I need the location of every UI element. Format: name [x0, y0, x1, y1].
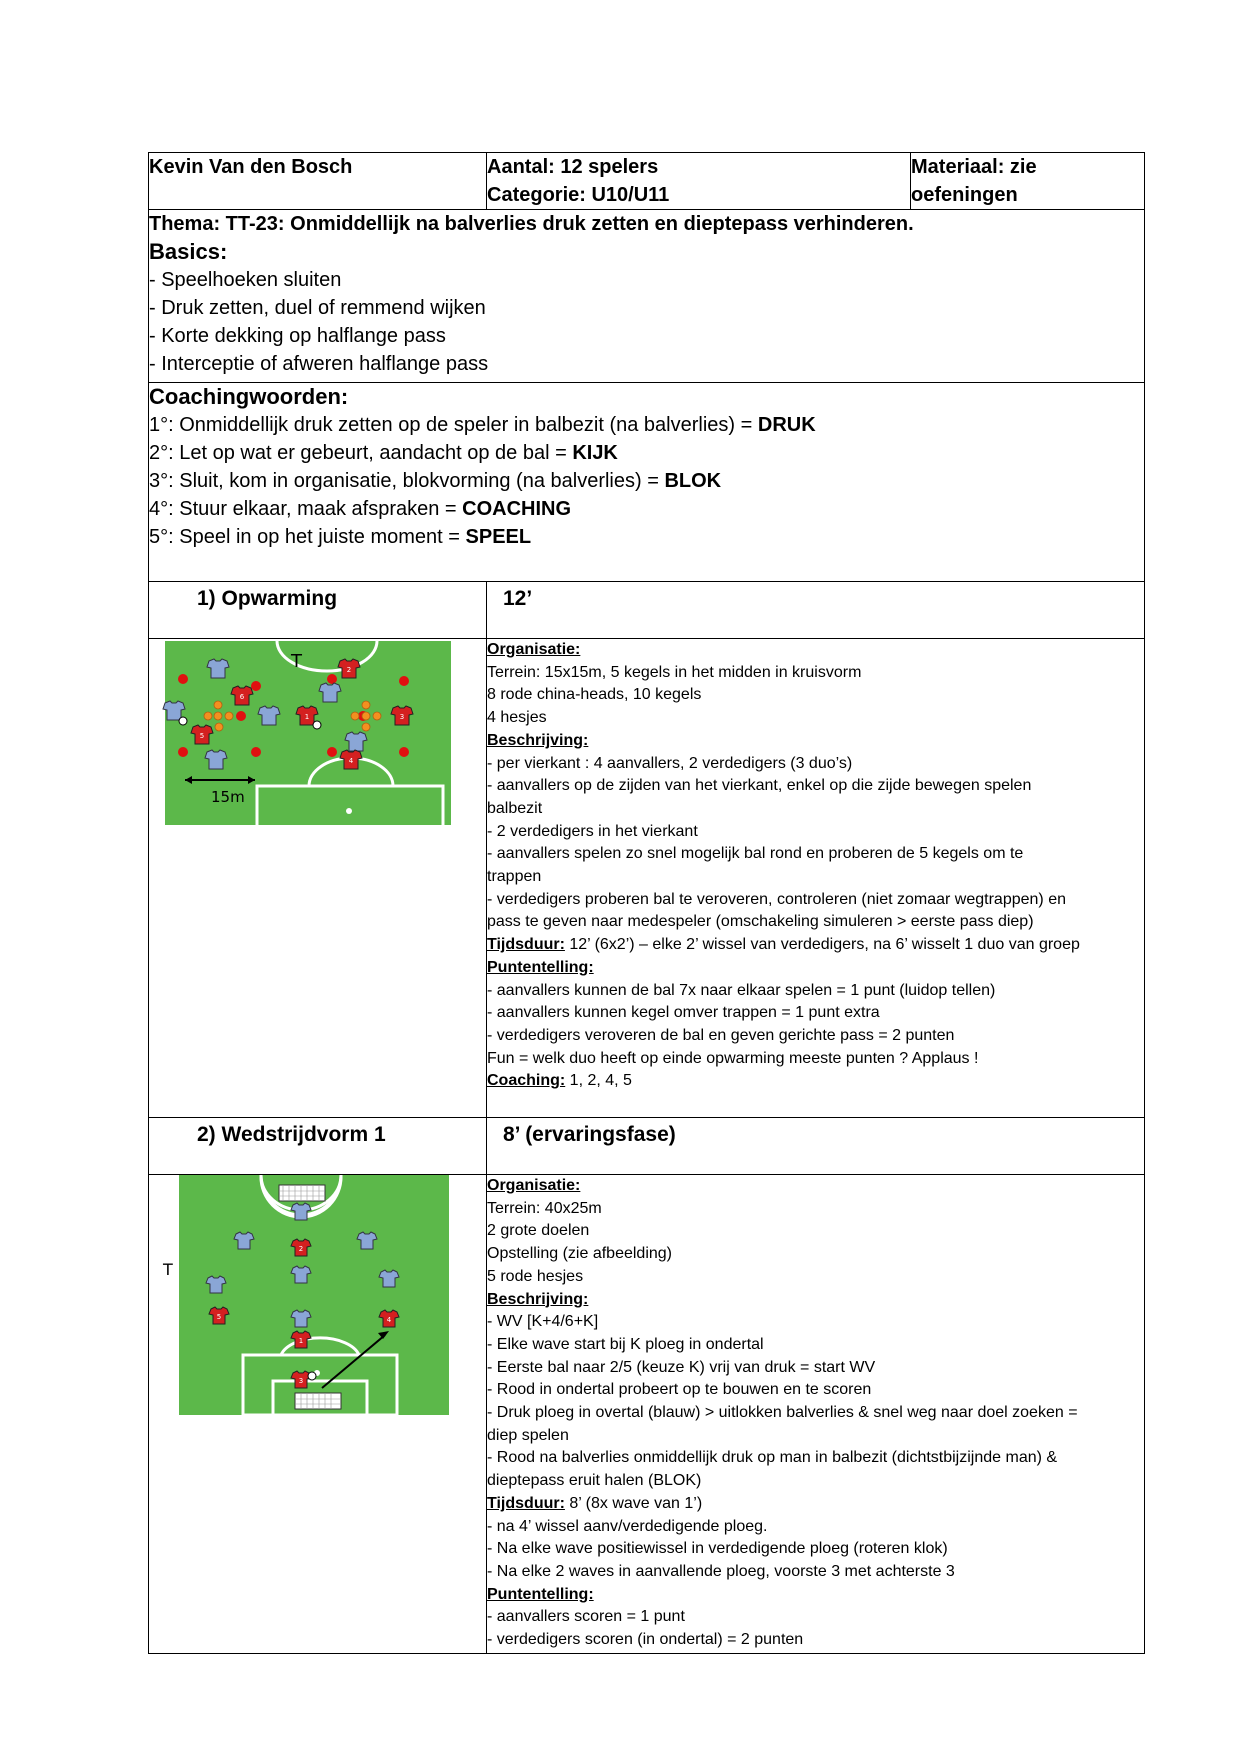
- exercise2-diagram: [149, 1175, 487, 1653]
- ex2-desc-item: dieptepass eruit halen (BLOK): [487, 1472, 702, 1490]
- ex2-punt-item: - aanvallers scoren = 1 punt: [487, 1608, 685, 1626]
- aantal: Aantal: 12 spelers: [487, 156, 659, 178]
- exercise1-t-label: T: [291, 651, 302, 672]
- ex1-punt-title: Puntentelling:: [487, 958, 594, 976]
- ex1-coach: Coaching: 1, 2, 4, 5: [487, 1072, 632, 1090]
- materiaal-cell: [911, 153, 1145, 210]
- ex2-player-number: 1: [298, 1337, 304, 1345]
- ex2-desc-item: - Rood na balverlies onmiddellijk druk op man in balbezit (dichtstbijzijnde man) &: [487, 1449, 1058, 1467]
- exercise1-header-row: [149, 582, 1145, 639]
- basics-item: - Korte dekking op halflange pass: [149, 325, 446, 347]
- coaching-list: [149, 411, 1144, 551]
- exercise2-t-label: T: [163, 1260, 173, 1279]
- ex2-duur-item: - na 4’ wissel aanv/verdedigende ploeg.: [487, 1517, 768, 1535]
- basics-title: Basics:: [149, 239, 228, 264]
- exercise1-time: 12’: [487, 582, 1145, 639]
- header-row: [149, 153, 1145, 210]
- ex1-desc-item: - per vierkant : 4 aanvallers, 2 verdedigers (3 duo’s): [487, 754, 853, 772]
- ex1-punt-item: - aanvallers kunnen de bal 7x naar elkaar spelen = 1 punt (luidop tellen): [487, 981, 996, 999]
- ex2-org-item: Terrein: 40x25m: [487, 1199, 602, 1217]
- exercise1-diagram-cell: [149, 639, 487, 1118]
- ex2-player-number: 4: [386, 1316, 392, 1324]
- ex1-duur: Tijdsduur: 12’ (6x2’) – elke 2’ wissel van verdedigers, na 6’ wisselt 1 duo van groep: [487, 936, 1080, 954]
- ex1-player-number: 4: [348, 757, 354, 765]
- ex2-desc-item: - Elke wave start bij K ploeg in ondertal: [487, 1335, 764, 1353]
- ex1-org-item: 8 rode china-heads, 10 kegels: [487, 686, 702, 704]
- ex2-org-item: Opstelling (zie afbeelding): [487, 1245, 672, 1263]
- exercise2-body-row: [149, 1175, 1145, 1654]
- ex2-punt-item: - verdedigers scoren (in ondertal) = 2 punten: [487, 1631, 804, 1649]
- ex2-player-number: 3: [298, 1377, 304, 1385]
- ex1-desc-item: - verdedigers proberen bal te veroveren, controleren (niet zomaar wegtrappen) en: [487, 890, 1066, 908]
- exercise1-description: [487, 639, 1145, 1118]
- ex1-desc-item: - 2 verdedigers in het vierkant: [487, 822, 698, 840]
- ex2-desc-item: diep spelen: [487, 1426, 569, 1444]
- exercise1-dist-label: 15m: [211, 788, 245, 806]
- exercise2-header-row: [149, 1118, 1145, 1175]
- author: Kevin Van den Bosch: [149, 156, 353, 178]
- ex1-desc-item: pass te geven naar medespeler (omschakeling simuleren > eerste pass diep): [487, 913, 1034, 931]
- ex1-player-number: 6: [239, 693, 245, 701]
- coaching-row: [149, 383, 1145, 582]
- coaching-item: 5°: Speel in op het juiste moment = SPEEL: [149, 526, 532, 548]
- ex2-desc-item: - Rood in ondertal probeert op te bouwen en te scoren: [487, 1381, 872, 1399]
- materiaal-line-1: Materiaal: zie: [911, 156, 1037, 178]
- ex1-desc-item: - aanvallers spelen zo snel mogelijk bal rond en proberen de 5 kegels om te: [487, 845, 1024, 863]
- thema-title: Thema: TT-23: Onmiddellijk na balverlies druk zetten en dieptepass verhinderen.: [149, 213, 914, 235]
- thema-row: [149, 210, 1145, 383]
- ex2-player-number: 5: [216, 1313, 222, 1321]
- coaching-title: Coachingwoorden:: [149, 384, 349, 409]
- ex1-player-number: 3: [399, 713, 405, 721]
- ex2-desc-item: - Eerste bal naar 2/5 (keuze K) vrij van druk = start WV: [487, 1358, 876, 1376]
- coaching-cell: [149, 383, 1145, 582]
- coaching-item: 1°: Onmiddellijk druk zetten op de speler in balbezit (na balverlies) = DRUK: [149, 414, 816, 436]
- exercise2-description: [487, 1175, 1145, 1654]
- ex2-org-title: Organisatie:: [487, 1177, 581, 1194]
- basics-item: - Druk zetten, duel of remmend wijken: [149, 297, 486, 319]
- ex1-desc-item: trappen: [487, 868, 542, 886]
- ex2-desc-item: - WV [K+4/6+K]: [487, 1313, 599, 1331]
- ex1-player-number: 1: [304, 713, 310, 721]
- ex2-desc-title: Beschrijving:: [487, 1290, 589, 1308]
- ex2-desc-item: - Druk ploeg in overtal (blauw) > uitlokken balverlies & snel weg naar doel zoeken =: [487, 1404, 1078, 1422]
- ex1-punt-item: - verdedigers veroveren de bal en geven gerichte pass = 2 punten: [487, 1026, 955, 1044]
- aantal-cell: [487, 153, 911, 210]
- thema-cell: [149, 210, 1145, 383]
- ex2-duur-item: - Na elke wave positiewissel in verdedigende ploeg (roteren klok): [487, 1540, 948, 1558]
- ex1-player-number: 2: [346, 666, 352, 674]
- coaching-item: 2°: Let op wat er gebeurt, aandacht op de bal = KIJK: [149, 442, 618, 464]
- exercise2-time: 8’ (ervaringsfase): [487, 1118, 1145, 1175]
- author-cell: [149, 153, 487, 210]
- basics-list: [149, 266, 1144, 378]
- coaching-item: 4°: Stuur elkaar, maak afspraken = COACHING: [149, 498, 572, 520]
- basics-item: - Interceptie of afweren halflange pass: [149, 353, 489, 375]
- basics-item: - Speelhoeken sluiten: [149, 269, 342, 291]
- ex2-org-item: 5 rode hesjes: [487, 1267, 584, 1285]
- materiaal-line-2: oefeningen: [911, 184, 1018, 206]
- training-sheet: [148, 152, 1144, 1654]
- ex1-org-title: Organisatie:: [487, 641, 581, 658]
- ex1-punt-item: - aanvallers kunnen kegel omver trappen = 1 punt extra: [487, 1004, 880, 1022]
- ex1-org-item: Terrein: 15x15m, 5 kegels in het midden in kruisvorm: [487, 663, 862, 681]
- ex1-punt-item: Fun = welk duo heeft op einde opwarming meeste punten ? Applaus !: [487, 1049, 979, 1067]
- coaching-item: 3°: Sluit, kom in organisatie, blokvorming (na balverlies) = BLOK: [149, 470, 722, 492]
- ex1-desc-item: balbezit: [487, 799, 543, 817]
- categorie: Categorie: U10/U11: [487, 184, 670, 206]
- exercise1-name: 1) Opwarming: [149, 582, 487, 639]
- ex1-player-number: 5: [199, 732, 205, 740]
- ex1-desc-title: Beschrijving:: [487, 731, 589, 749]
- exercise1-body-row: [149, 639, 1145, 1118]
- ex1-org-item: 4 hesjes: [487, 709, 547, 727]
- ex2-punt-title: Puntentelling:: [487, 1585, 594, 1603]
- training-table: [148, 152, 1145, 1654]
- ex2-org-item: 2 grote doelen: [487, 1222, 590, 1240]
- ex2-duur-item: - Na elke 2 waves in aanvallende ploeg, voorste 3 met achterste 3: [487, 1562, 955, 1580]
- exercise2-diagram-cell: [149, 1175, 487, 1654]
- exercise1-diagram: [149, 639, 487, 1117]
- ex2-duur: Tijdsduur: 8’ (8x wave van 1’): [487, 1494, 703, 1512]
- exercise2-name: 2) Wedstrijdvorm 1: [149, 1118, 487, 1175]
- ex2-player-number: 2: [298, 1245, 304, 1253]
- ex1-desc-item: - aanvallers op de zijden van het vierkant, enkel op die zijde bewegen spelen: [487, 777, 1032, 795]
